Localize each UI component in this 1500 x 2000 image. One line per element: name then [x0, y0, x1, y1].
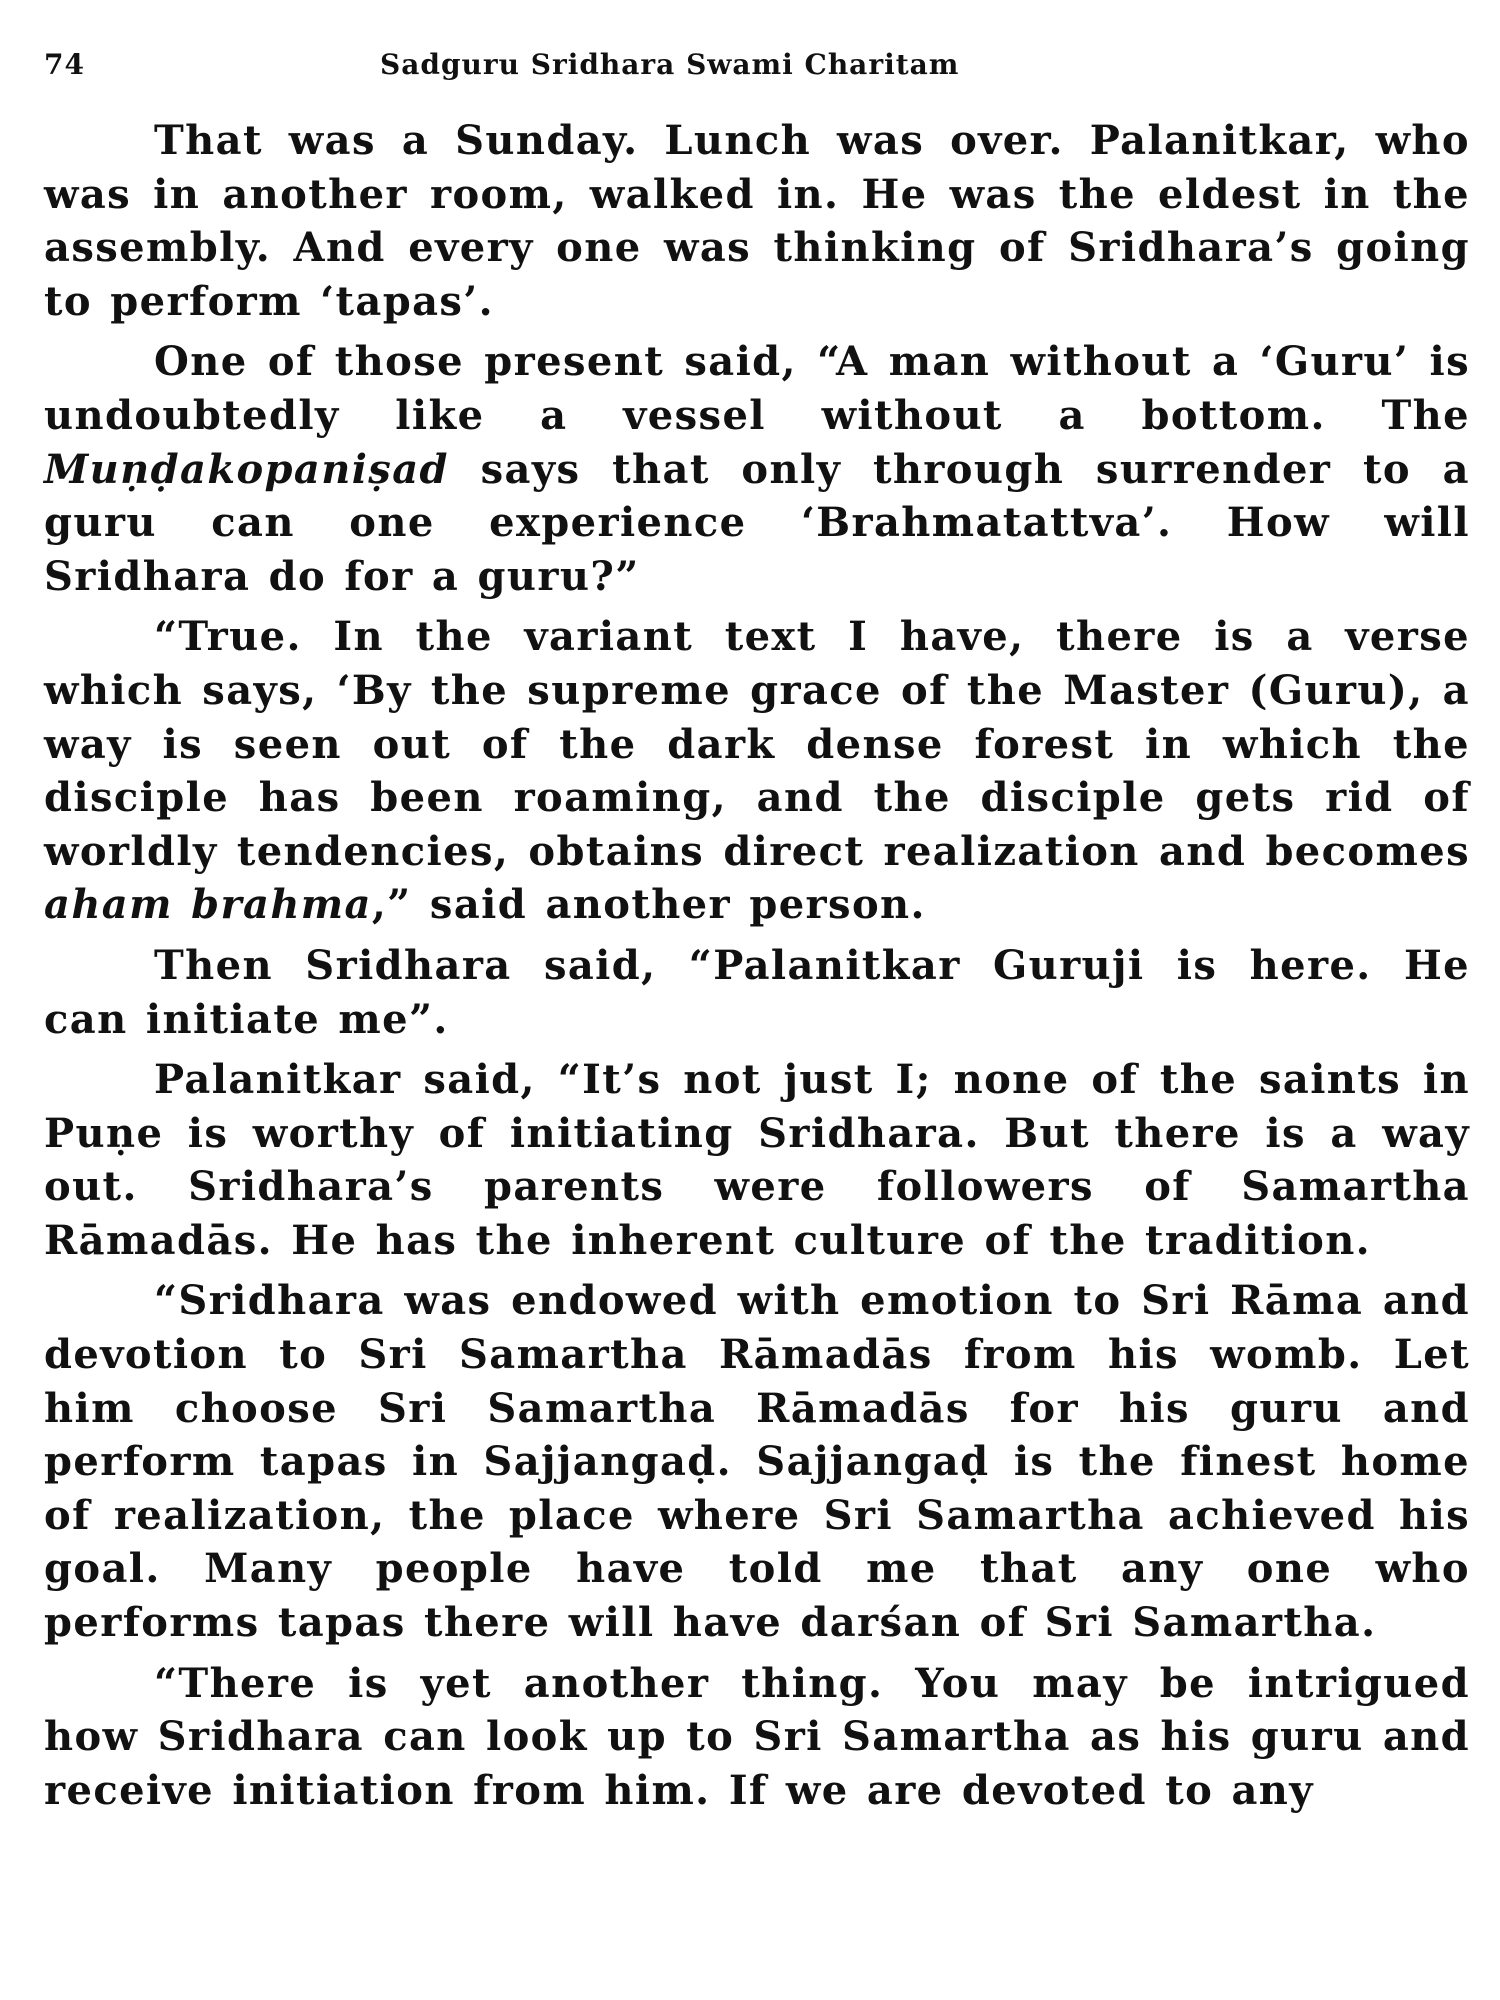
paragraph [44, 335, 1470, 603]
text-run: That was a Sunday. Lunch was over. Palanitkar, who was in another room, walked in. He was the eldest in the assembly. And every one was thinking of Sridhara’s going to perform ‘tapas’. [44, 117, 1470, 325]
paragraph [44, 610, 1470, 932]
paragraph [44, 114, 1470, 328]
running-title: Sadguru Sridhara Swami Charitam [380, 48, 960, 81]
paragraph [44, 1274, 1470, 1649]
text-run: says that only through surrender to a guru can one experience ‘Brahmatattva’. How will Sridhara do for a guru?” [44, 445, 1470, 600]
paragraph [44, 1053, 1470, 1267]
paragraph [44, 939, 1470, 1046]
text-run: One of those present said, “A man without a ‘Guru’ is undoubtedly like a vessel without a bottom. The [44, 338, 1470, 439]
text-run: “True. In the variant text I have, there is a verse which says, ‘By the supreme grace of the Master (Guru), a way is seen out of the dark dense forest in which the disciple has been roaming, and the disciple gets rid of worldly tendencies, obtains direct realization and becomes [44, 613, 1470, 875]
italic-title: Muṇḍakopaniṣad [44, 445, 449, 493]
book-page [44, 40, 1470, 1824]
text-run: Then Sridhara said, “Palanitkar Guruji is here. He can initiate me”. [44, 941, 1470, 1043]
text-run: ,” said another person. [371, 881, 926, 929]
page-number: 74 [44, 48, 85, 81]
text-run: Palanitkar said, “It’s not just I; none of the saints in Puṇe is worthy of initiating Sridhara. But there is a way out. Sridhara’s parents were followers of Samartha Rāmadās. He has the inherent culture of the tradition. [44, 1056, 1470, 1264]
text-run: “Sridhara was endowed with emotion to Sri Rāma and devotion to Sri Samartha Rāmadās from his womb. Let him choose Sri Samartha Rāmadās for his guru and perform tapas in Sajjangaḍ. Sajjangaḍ is the finest home of realization, the place where Sri Samartha achieved his goal. Many people have told me that any one who performs tapas there will have darśan of Sri Samartha. [44, 1277, 1470, 1647]
text-run: “There is yet another thing. You may be intrigued how Sridhara can look up to Sri Samartha as his guru and receive initiation from him. If we are devoted to any [44, 1659, 1470, 1814]
body-text [44, 114, 1470, 1817]
paragraph [44, 1657, 1470, 1818]
italic-phrase: aham brahma [44, 881, 372, 929]
running-head [44, 40, 1470, 92]
